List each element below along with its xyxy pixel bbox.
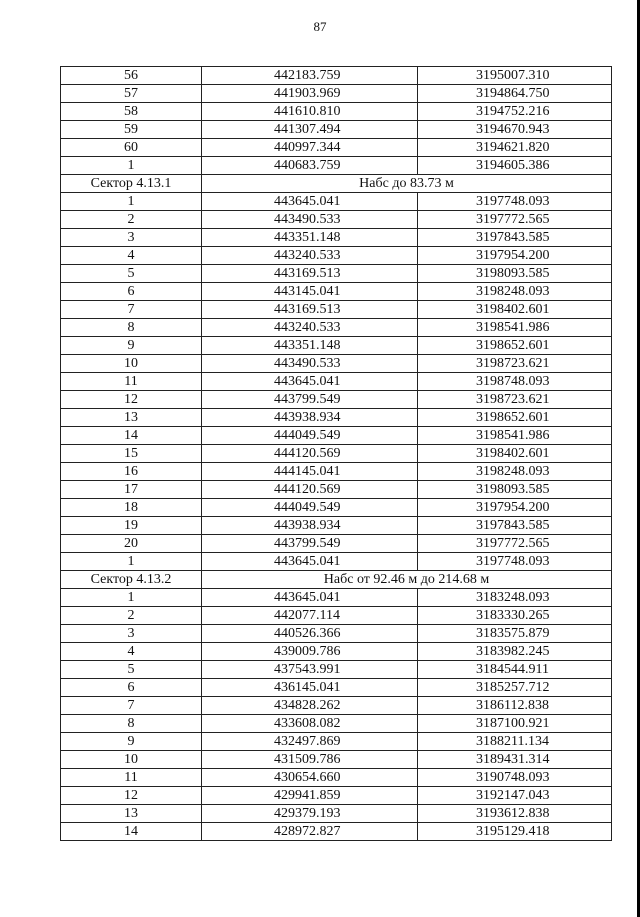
point-number: 9: [61, 337, 202, 355]
point-number: 58: [61, 103, 202, 121]
coordinates-table-body: [61, 67, 612, 841]
table-row: [61, 769, 612, 787]
sector-height-range: Набс от 92.46 м до 214.68 м: [202, 571, 612, 589]
point-number: 10: [61, 355, 202, 373]
coordinate-x: 429941.859: [202, 787, 418, 805]
coordinate-x: 443938.934: [202, 409, 418, 427]
coordinate-x: 440997.344: [202, 139, 418, 157]
coordinate-y: 3198248.093: [418, 283, 612, 301]
coordinate-y: 3183248.093: [418, 589, 612, 607]
point-number: 7: [61, 301, 202, 319]
point-number: 5: [61, 265, 202, 283]
point-number: 16: [61, 463, 202, 481]
coordinate-x: 443799.549: [202, 535, 418, 553]
coordinate-x: 443169.513: [202, 301, 418, 319]
point-number: 7: [61, 697, 202, 715]
table-row: [61, 67, 612, 85]
table-row: [61, 355, 612, 373]
point-number: 15: [61, 445, 202, 463]
point-number: 3: [61, 625, 202, 643]
table-row: [61, 247, 612, 265]
coordinate-y: 3195007.310: [418, 67, 612, 85]
table-row: [61, 427, 612, 445]
coordinate-x: 442077.114: [202, 607, 418, 625]
point-number: 12: [61, 787, 202, 805]
coordinates-table: [60, 66, 612, 841]
table-row: [61, 265, 612, 283]
coordinate-y: 3197954.200: [418, 247, 612, 265]
coordinate-y: 3197772.565: [418, 535, 612, 553]
point-number: 14: [61, 823, 202, 841]
coordinate-y: 3197748.093: [418, 553, 612, 571]
coordinate-x: 431509.786: [202, 751, 418, 769]
coordinate-x: 443145.041: [202, 283, 418, 301]
coordinate-y: 3195129.418: [418, 823, 612, 841]
coordinate-x: 440683.759: [202, 157, 418, 175]
point-number: 4: [61, 643, 202, 661]
sector-header-row: [61, 571, 612, 589]
table-row: [61, 301, 612, 319]
point-number: 1: [61, 193, 202, 211]
table-row: [61, 589, 612, 607]
coordinate-x: 443240.533: [202, 247, 418, 265]
coordinate-y: 3194621.820: [418, 139, 612, 157]
table-row: [61, 625, 612, 643]
coordinate-x: 443938.934: [202, 517, 418, 535]
coordinate-x: 443645.041: [202, 589, 418, 607]
table-row: [61, 535, 612, 553]
coordinate-x: 443169.513: [202, 265, 418, 283]
coordinate-y: 3198093.585: [418, 481, 612, 499]
coordinate-x: 430654.660: [202, 769, 418, 787]
coordinate-y: 3198652.601: [418, 337, 612, 355]
coordinate-y: 3194864.750: [418, 85, 612, 103]
point-number: 12: [61, 391, 202, 409]
coordinate-y: 3198248.093: [418, 463, 612, 481]
table-row: [61, 85, 612, 103]
coordinate-x: 443351.148: [202, 229, 418, 247]
table-row: [61, 283, 612, 301]
coordinate-y: 3188211.134: [418, 733, 612, 751]
coordinate-y: 3198748.093: [418, 373, 612, 391]
coordinate-x: 440526.366: [202, 625, 418, 643]
table-row: [61, 103, 612, 121]
table-row: [61, 121, 612, 139]
coordinate-x: 444145.041: [202, 463, 418, 481]
table-row: [61, 607, 612, 625]
coordinate-x: 444049.549: [202, 427, 418, 445]
coordinate-y: 3197748.093: [418, 193, 612, 211]
coordinate-x: 441307.494: [202, 121, 418, 139]
coordinate-x: 443351.148: [202, 337, 418, 355]
point-number: 60: [61, 139, 202, 157]
point-number: 6: [61, 283, 202, 301]
coordinate-y: 3194752.216: [418, 103, 612, 121]
point-number: 18: [61, 499, 202, 517]
point-number: 20: [61, 535, 202, 553]
coordinate-y: 3186112.838: [418, 697, 612, 715]
point-number: 13: [61, 409, 202, 427]
table-row: [61, 481, 612, 499]
point-number: 2: [61, 211, 202, 229]
point-number: 1: [61, 589, 202, 607]
coordinate-x: 443240.533: [202, 319, 418, 337]
coordinate-y: 3194670.943: [418, 121, 612, 139]
coordinate-x: 429379.193: [202, 805, 418, 823]
point-number: 4: [61, 247, 202, 265]
coordinate-y: 3192147.043: [418, 787, 612, 805]
coordinate-y: 3187100.921: [418, 715, 612, 733]
coordinate-x: 443645.041: [202, 193, 418, 211]
point-number: 9: [61, 733, 202, 751]
point-number: 57: [61, 85, 202, 103]
point-number: 3: [61, 229, 202, 247]
table-row: [61, 211, 612, 229]
coordinate-x: 433608.082: [202, 715, 418, 733]
table-row: [61, 499, 612, 517]
point-number: 6: [61, 679, 202, 697]
coordinate-y: 3198541.986: [418, 427, 612, 445]
point-number: 56: [61, 67, 202, 85]
coordinate-x: 428972.827: [202, 823, 418, 841]
table-row: [61, 733, 612, 751]
coordinate-y: 3198723.621: [418, 355, 612, 373]
sector-header-row: [61, 175, 612, 193]
coordinate-y: 3198093.585: [418, 265, 612, 283]
sector-label: Сектор 4.13.1: [61, 175, 202, 193]
table-row: [61, 409, 612, 427]
table-row: [61, 751, 612, 769]
sector-label: Сектор 4.13.2: [61, 571, 202, 589]
coordinate-y: 3198723.621: [418, 391, 612, 409]
table-row: [61, 373, 612, 391]
point-number: 8: [61, 319, 202, 337]
coordinate-y: 3183982.245: [418, 643, 612, 661]
table-row: [61, 229, 612, 247]
table-row: [61, 319, 612, 337]
coordinate-y: 3193612.838: [418, 805, 612, 823]
coordinate-y: 3183575.879: [418, 625, 612, 643]
coordinate-x: 443645.041: [202, 373, 418, 391]
table-row: [61, 391, 612, 409]
point-number: 14: [61, 427, 202, 445]
table-row: [61, 643, 612, 661]
coordinate-x: 443490.533: [202, 355, 418, 373]
coordinate-x: 444049.549: [202, 499, 418, 517]
coordinate-y: 3198402.601: [418, 301, 612, 319]
coordinate-x: 444120.569: [202, 445, 418, 463]
coordinate-y: 3184544.911: [418, 661, 612, 679]
coordinate-y: 3189431.314: [418, 751, 612, 769]
coordinate-x: 434828.262: [202, 697, 418, 715]
coordinate-y: 3194605.386: [418, 157, 612, 175]
coordinate-x: 441903.969: [202, 85, 418, 103]
point-number: 10: [61, 751, 202, 769]
coordinate-x: 444120.569: [202, 481, 418, 499]
table-row: [61, 823, 612, 841]
coordinate-x: 432497.869: [202, 733, 418, 751]
coordinate-y: 3197843.585: [418, 517, 612, 535]
table-row: [61, 715, 612, 733]
coordinate-y: 3198652.601: [418, 409, 612, 427]
point-number: 5: [61, 661, 202, 679]
table-row: [61, 553, 612, 571]
coordinate-x: 443799.549: [202, 391, 418, 409]
point-number: 1: [61, 157, 202, 175]
page-number: 87: [313, 19, 327, 34]
coordinate-y: 3197843.585: [418, 229, 612, 247]
table-row: [61, 139, 612, 157]
table-row: [61, 697, 612, 715]
table-row: [61, 805, 612, 823]
table-row: [61, 679, 612, 697]
point-number: 59: [61, 121, 202, 139]
point-number: 8: [61, 715, 202, 733]
coordinate-y: 3190748.093: [418, 769, 612, 787]
coordinate-y: 3197772.565: [418, 211, 612, 229]
coordinate-x: 436145.041: [202, 679, 418, 697]
table-row: [61, 787, 612, 805]
point-number: 19: [61, 517, 202, 535]
table-row: [61, 661, 612, 679]
coordinate-y: 3198541.986: [418, 319, 612, 337]
coordinate-y: 3183330.265: [418, 607, 612, 625]
table-row: [61, 463, 612, 481]
coordinate-x: 437543.991: [202, 661, 418, 679]
table-row: [61, 193, 612, 211]
coordinate-y: 3198402.601: [418, 445, 612, 463]
table-row: [61, 157, 612, 175]
coordinate-x: 443490.533: [202, 211, 418, 229]
point-number: 13: [61, 805, 202, 823]
point-number: 17: [61, 481, 202, 499]
table-row: [61, 517, 612, 535]
point-number: 11: [61, 373, 202, 391]
point-number: 2: [61, 607, 202, 625]
point-number: 1: [61, 553, 202, 571]
coordinate-x: 443645.041: [202, 553, 418, 571]
point-number: 11: [61, 769, 202, 787]
coordinate-x: 441610.810: [202, 103, 418, 121]
table-row: [61, 445, 612, 463]
coordinate-x: 439009.786: [202, 643, 418, 661]
table-row: [61, 337, 612, 355]
coordinate-x: 442183.759: [202, 67, 418, 85]
sector-height-range: Набс до 83.73 м: [202, 175, 612, 193]
coordinate-y: 3185257.712: [418, 679, 612, 697]
coordinate-y: 3197954.200: [418, 499, 612, 517]
